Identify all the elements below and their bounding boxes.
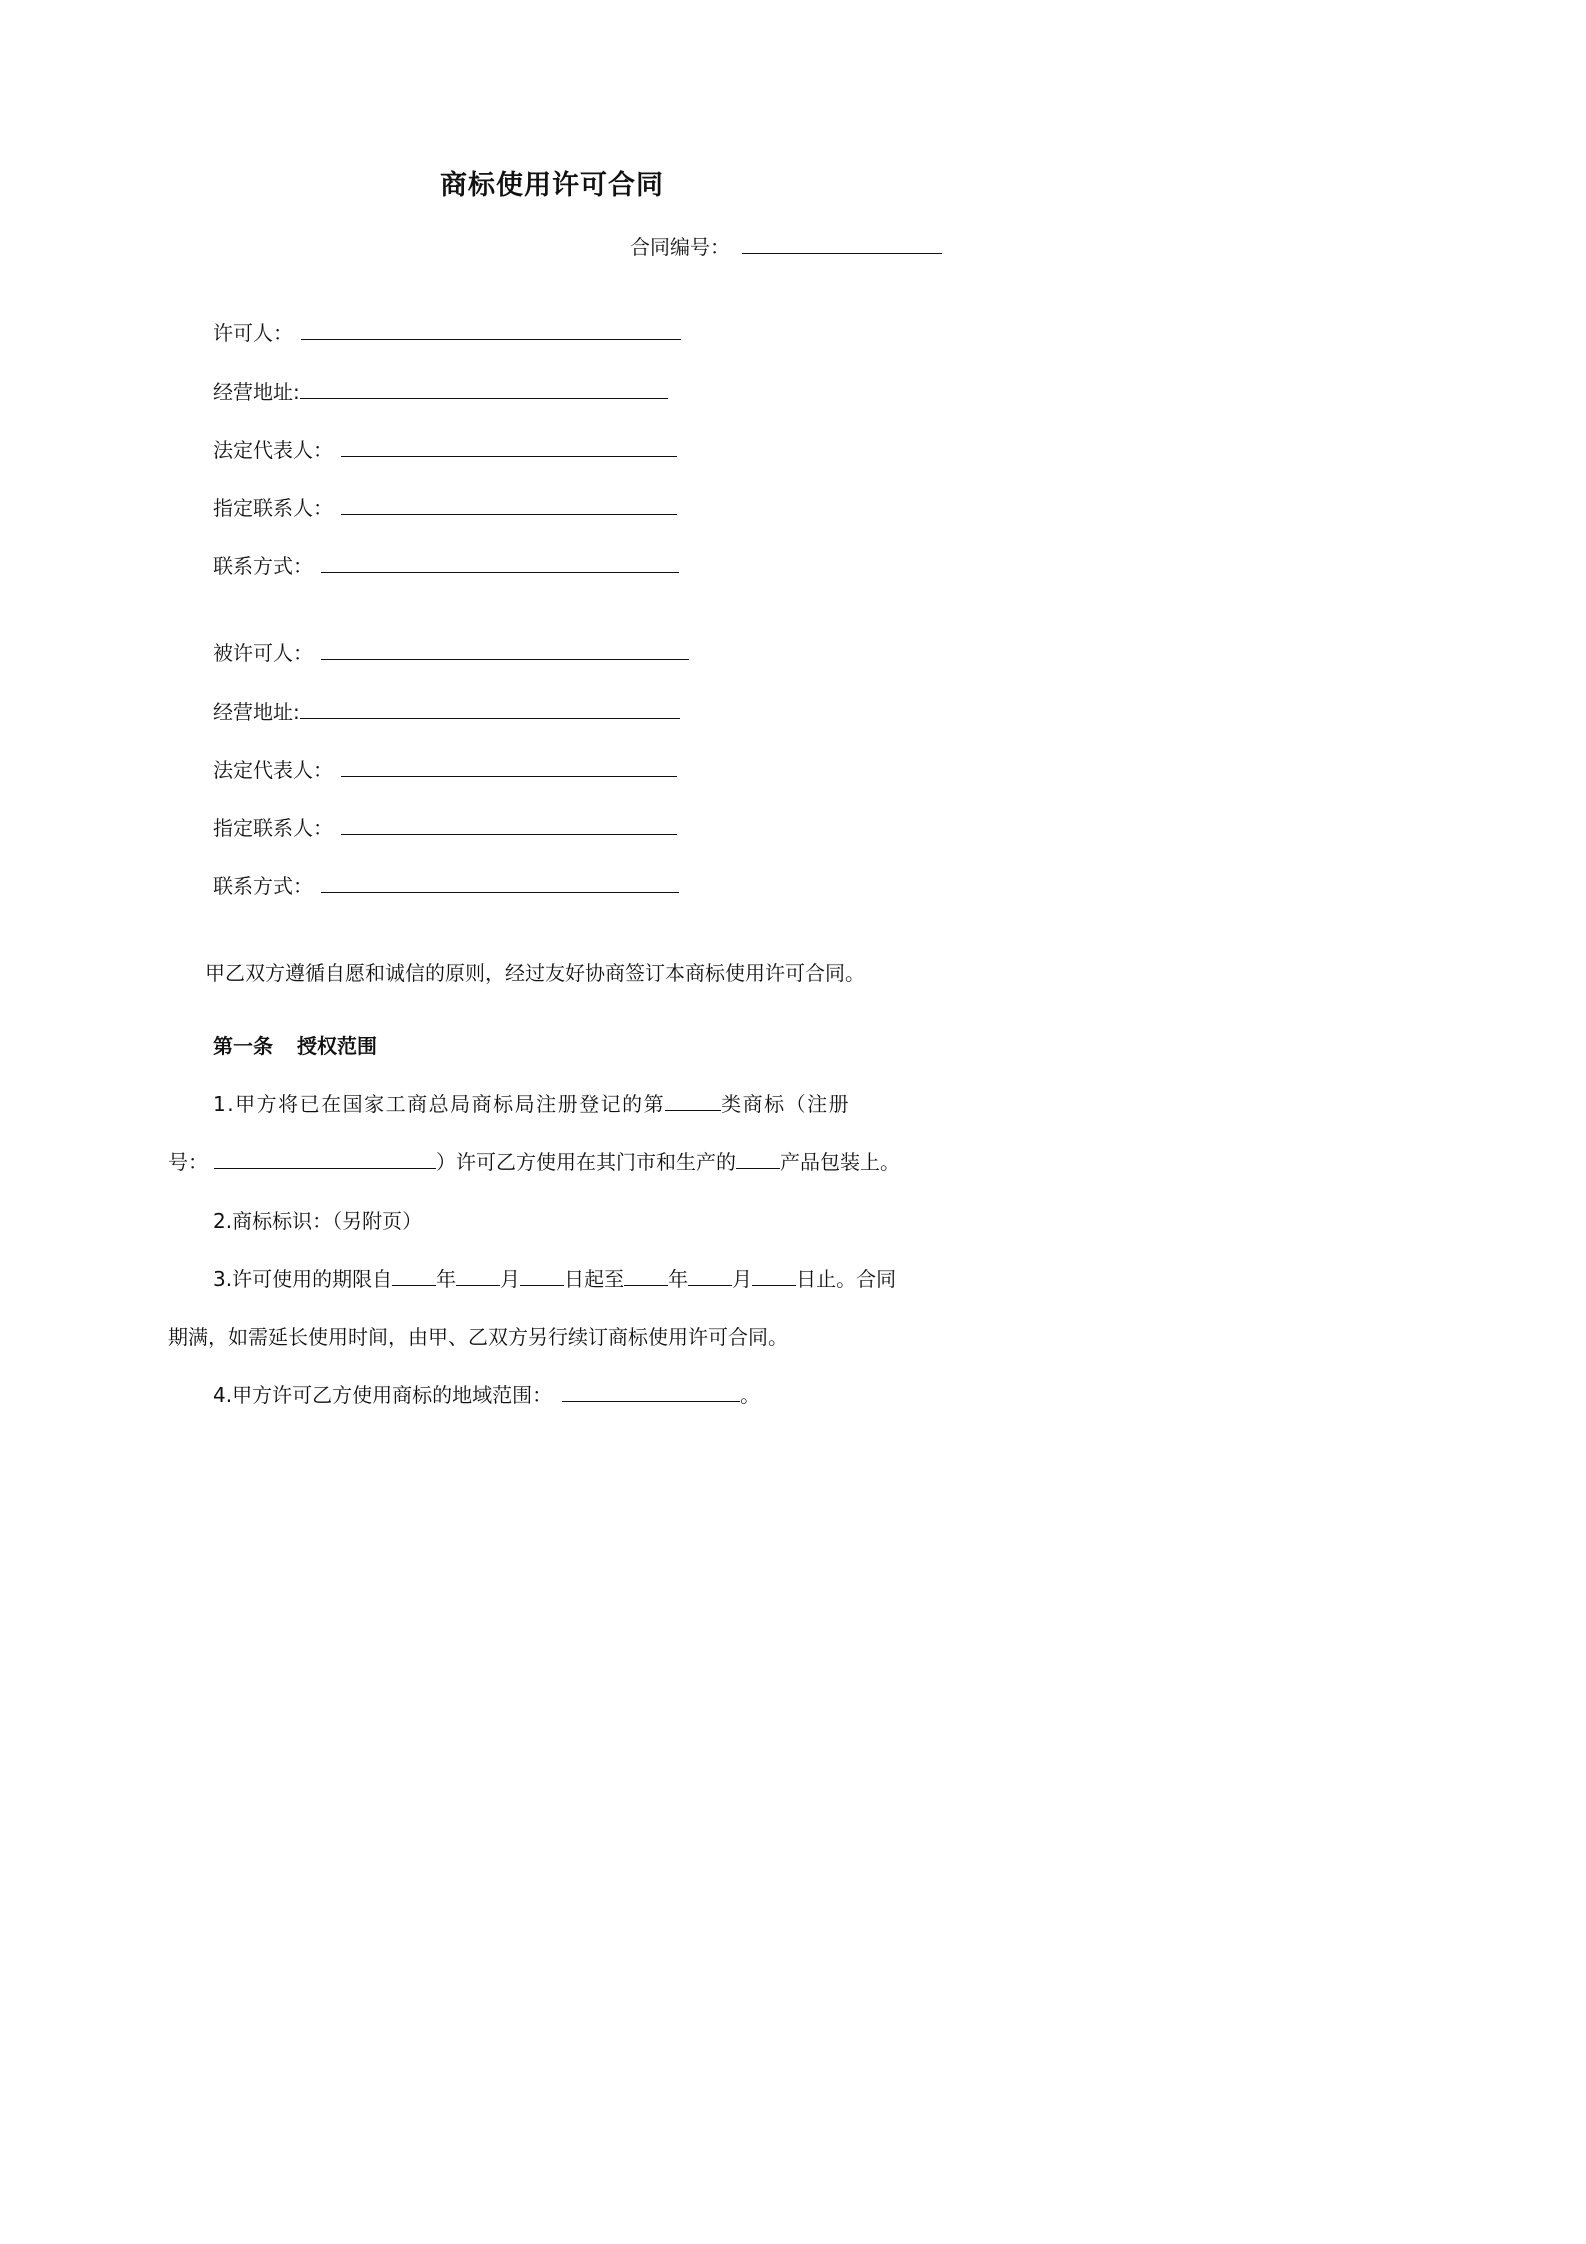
contract-number-row: [630, 232, 942, 262]
licensee-contact-label: 联系方式：: [213, 874, 313, 898]
month-label: 月: [500, 1267, 521, 1291]
licensee-name-row: [213, 638, 689, 668]
intro-paragraph: 甲乙双方遵循自愿和诚信的原则，经过友好协商签订本商标使用许可合同。: [205, 961, 865, 985]
licensor-address-row: [213, 377, 668, 407]
clause4-text-end: 。: [740, 1383, 761, 1407]
day-end-label: 日止。合同: [796, 1267, 897, 1291]
licensee-address-label: 经营地址:: [213, 700, 300, 724]
start-month-blank[interactable]: [456, 1265, 500, 1286]
page-title: 商标使用许可合同: [440, 170, 664, 201]
licensor-rep-label: 法定代表人：: [213, 438, 333, 462]
month-label-2: 月: [732, 1267, 753, 1291]
year-label-2: 年: [668, 1267, 689, 1291]
clause4: [213, 1380, 760, 1410]
licensor-rep-row: [213, 435, 677, 465]
article1-title: 授权范围: [297, 1034, 377, 1058]
licensee-name-blank[interactable]: [321, 639, 689, 660]
licensee-address-row: [213, 697, 680, 727]
contract-number-label: 合同编号：: [630, 235, 730, 259]
start-year-blank[interactable]: [392, 1265, 436, 1286]
licensee-contact-person-row: [213, 813, 677, 843]
clause1-text-d: ）许可乙方使用在其门市和生产的: [436, 1150, 736, 1174]
territory-blank[interactable]: [562, 1381, 740, 1402]
end-year-blank[interactable]: [624, 1265, 668, 1286]
licensor-address-label: 经营地址:: [213, 380, 300, 404]
clause1-text-e: 产品包装上。: [780, 1150, 900, 1174]
clause4-text-start: 4.甲方许可乙方使用商标的地域范围：: [213, 1383, 553, 1407]
clause1-text-c: 号：: [168, 1150, 208, 1174]
clause2: 2.商标标识：（另附页）: [213, 1209, 423, 1233]
clause1-line2: [168, 1147, 900, 1177]
licensor-contact-label: 联系方式：: [213, 554, 313, 578]
licensor-contact-person-blank[interactable]: [341, 494, 677, 515]
clause3-line2: 期满，如需延长使用时间，由甲、乙双方另行续订商标使用许可合同。: [168, 1325, 788, 1349]
clause3-text-start: 3.许可使用的期限自: [213, 1267, 393, 1291]
clause1-text-a: 1.甲方将已在国家工商总局商标局注册登记的第: [213, 1092, 666, 1116]
licensee-contact-blank[interactable]: [321, 872, 679, 893]
licensee-rep-blank[interactable]: [341, 756, 677, 777]
contract-number-blank[interactable]: [742, 233, 942, 254]
day-from-label: 日起至: [564, 1267, 625, 1291]
licensee-contact-person-label: 指定联系人：: [213, 816, 333, 840]
licensor-contact-person-label: 指定联系人：: [213, 496, 333, 520]
licensor-name-blank[interactable]: [301, 319, 681, 340]
clause3-line1: [213, 1264, 896, 1294]
licensee-rep-row: [213, 755, 677, 785]
start-day-blank[interactable]: [520, 1265, 564, 1286]
trademark-class-blank[interactable]: [665, 1090, 721, 1111]
article1-heading: [213, 1031, 377, 1061]
licensor-contact-blank[interactable]: [321, 552, 679, 573]
licensee-contact-person-blank[interactable]: [341, 814, 677, 835]
clause1-text-b: 类商标（注册: [721, 1092, 851, 1116]
product-blank[interactable]: [736, 1148, 780, 1169]
contract-page: [0, 0, 1104, 1562]
end-month-blank[interactable]: [688, 1265, 732, 1286]
licensor-contact-person-row: [213, 493, 677, 523]
licensee-contact-row: [213, 871, 679, 901]
registration-number-blank[interactable]: [214, 1148, 436, 1169]
licensee-rep-label: 法定代表人：: [213, 758, 333, 782]
licensor-rep-blank[interactable]: [341, 436, 677, 457]
licensor-address-blank[interactable]: [300, 378, 668, 399]
licensor-name-label: 许可人：: [213, 321, 293, 345]
licensor-contact-row: [213, 551, 679, 581]
year-label: 年: [436, 1267, 457, 1291]
licensee-address-blank[interactable]: [300, 698, 680, 719]
licensee-name-label: 被许可人：: [213, 641, 313, 665]
licensor-name-row: [213, 318, 681, 348]
end-day-blank[interactable]: [752, 1265, 796, 1286]
article1-number: 第一条: [213, 1034, 273, 1058]
clause1-line1: [213, 1089, 850, 1119]
